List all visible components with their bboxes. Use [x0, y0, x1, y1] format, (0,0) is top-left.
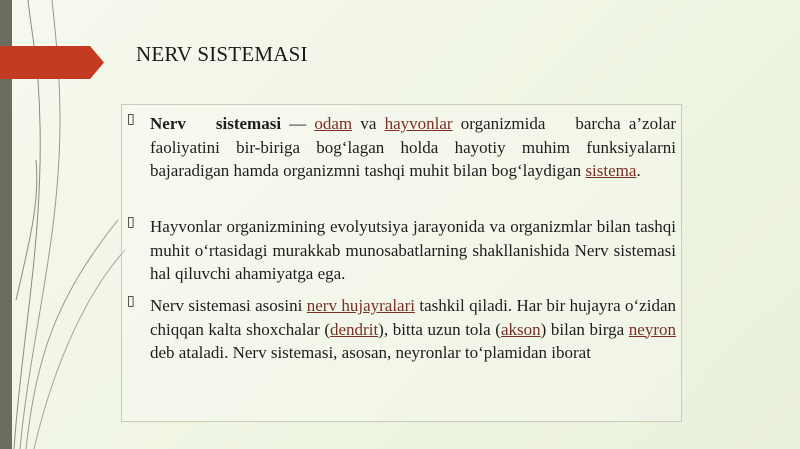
text: ), bitta uzun tola (	[378, 319, 501, 339]
text: Nerv sistemasi asosini	[150, 296, 303, 315]
link-dendrit[interactable]: dendrit	[330, 319, 379, 339]
text: barcha a’zolar faoliyatini bir-biriga bog‘lagan holda hayotiy muhim funksiyalarni bajaradigan hamda organizmni tashqi muhit bilan bog‘laydigan	[150, 114, 677, 180]
square-bullet-icon: ▯	[127, 214, 135, 230]
paragraph-1	[150, 112, 676, 183]
text: Hayvonlar organizmining evolyutsiya jarayonida va organizmlar bilan tashqi muhit o‘rtasidagi murakkab munosabatlarning shakllanishida Nerv sistemasi hal qiluvchi ahamiyatga ega.	[150, 217, 676, 283]
link-nerv-hujayralari[interactable]: nerv hujayralari	[306, 296, 415, 315]
paragraph-2	[150, 215, 676, 286]
square-bullet-icon: ▯	[127, 111, 135, 127]
text: organizmida	[460, 114, 546, 133]
text: tashkil qiladi. Har bir hujayra o‘zidan chiqqan kalta shoxchalar (	[150, 296, 676, 339]
text: deb ataladi. Nerv sistemasi, asosan, neyronlar to‘plamidan iborat	[150, 343, 591, 362]
text: .	[636, 161, 641, 180]
link-odam[interactable]: odam	[314, 114, 353, 133]
term: Nerv	[150, 114, 186, 133]
text: va	[360, 114, 377, 133]
term2: sistemasi	[215, 114, 282, 133]
dash: —	[289, 114, 307, 133]
link-neyron[interactable]: neyron	[628, 319, 677, 339]
link-sistema[interactable]: sistema	[585, 161, 637, 180]
title-accent-arrow-icon	[0, 46, 104, 79]
paragraph-3	[150, 294, 676, 365]
page-title: NERV SISTEMASI	[136, 42, 308, 66]
text: ) bilan birga	[540, 319, 625, 339]
link-akson[interactable]: akson	[500, 319, 541, 339]
square-bullet-icon: ▯	[127, 293, 135, 309]
link-hayvonlar[interactable]: hayvonlar	[384, 114, 453, 133]
